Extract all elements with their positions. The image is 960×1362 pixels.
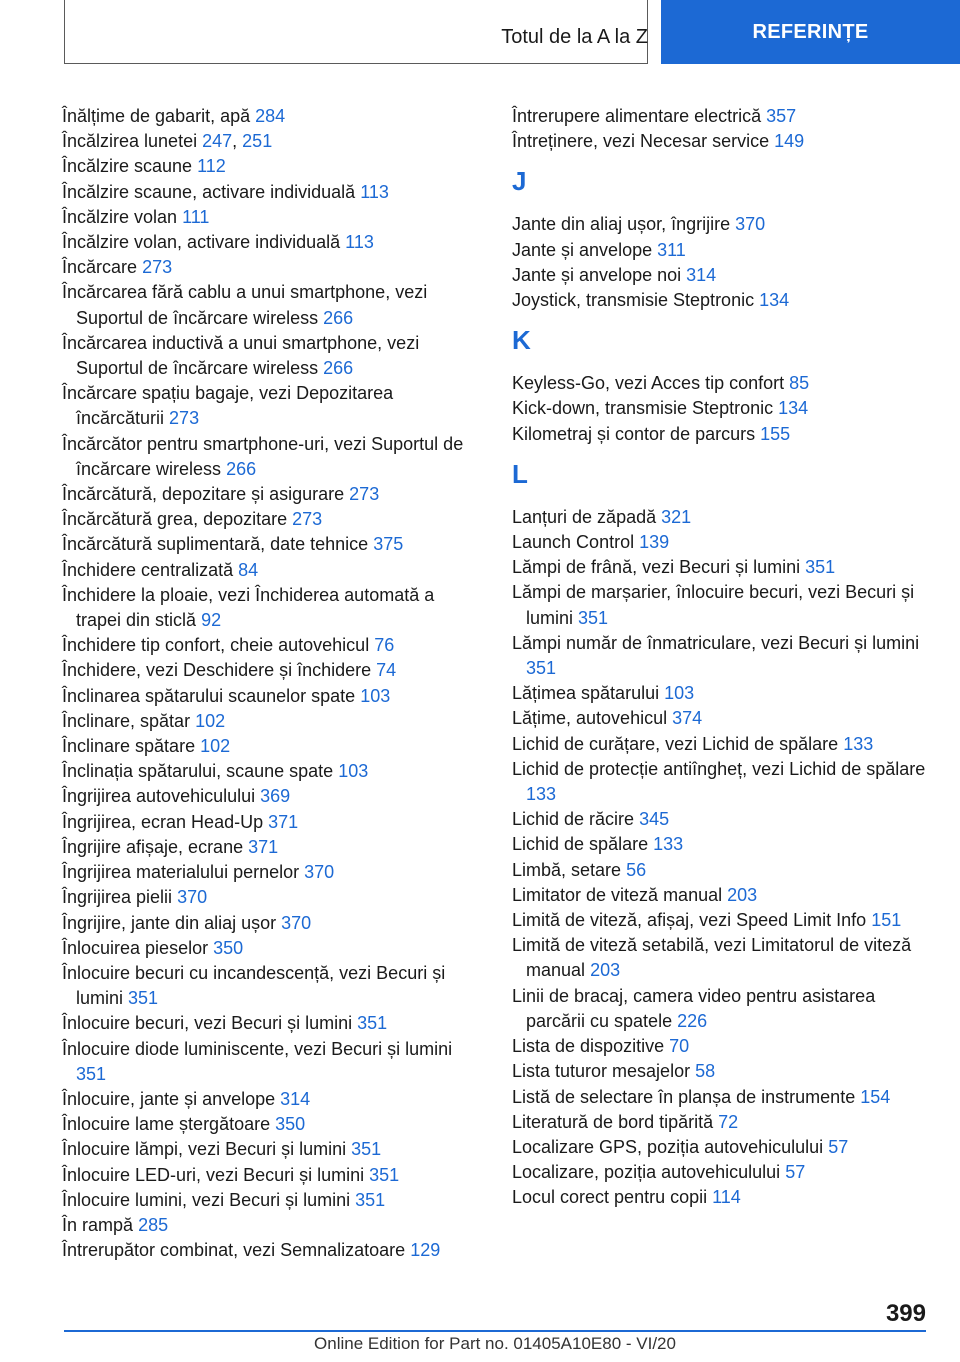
index-letter-heading: L [512,458,528,489]
page-link[interactable]: 84 [238,559,259,580]
page-link[interactable]: 371 [268,811,299,832]
index-entry [62,1087,482,1112]
index-entry-text: Lichid de răcire [512,809,635,830]
page-link[interactable]: 273 [142,257,173,278]
index-entry-text: Lista de dispozitive [512,1036,665,1057]
page-link[interactable]: 134 [759,290,790,311]
index-entry [512,1110,932,1135]
index-entry [512,908,932,933]
index-entry-text: Limită de viteză, afișaj, vezi Speed Limit Info [512,910,867,931]
index-entry-text: Încărcare [62,257,138,278]
page-link[interactable]: 57 [785,1162,806,1183]
index-entry [512,505,932,530]
index-entry-text: Lățimea spătarului [512,683,660,704]
page-link[interactable]: 351 [355,1189,386,1210]
index-entry [62,684,482,709]
index-entry-text: Jante și anvelope [512,239,653,260]
index-entry-text: Încălzirea lunetei [62,131,198,152]
index-entry: Încălzirea lunetei 247, 251 [62,131,273,152]
index-entry-text: Lichid de curățare, vezi Lichid de spălare [512,733,839,754]
index-entry [512,732,932,757]
index-entry [62,810,482,835]
index-entry-text: Limitator de viteză manual [512,884,723,905]
index-entry-text: Literatură de bord tipărită [512,1111,714,1132]
index-entry [62,633,482,658]
chapter-tab[interactable] [661,0,960,64]
index-entry [512,104,932,129]
index-entry-text: Încălzire volan [62,206,178,227]
index-entry [512,984,932,1034]
page-link[interactable]: 151 [871,910,902,931]
index-entry [512,555,932,580]
index-entry [62,1011,482,1036]
index-entry-text: Întreținere, vezi Necesar service [512,131,770,152]
index-entry [62,709,482,734]
index-entry [512,1135,932,1160]
page-link[interactable]: 370 [735,214,766,235]
index-entry-text: Înclinația spătarului, scaune spate [62,761,334,782]
index-entry [62,558,482,583]
index-entry [512,1160,932,1185]
index-entry [512,288,932,313]
index-entry-text: Limită de viteză setabilă, vezi Limitatorul de viteză manual [512,935,912,981]
index-entry-text: Lămpi număr de înmatriculare, vezi Becuri și lumini [512,632,920,653]
index-entry [62,482,482,507]
page-link[interactable]: 57 [828,1136,849,1157]
index-entry [512,883,932,908]
page-link[interactable]: 350 [275,1114,306,1135]
index-entry-text: Lățime, autovehicul [512,708,668,729]
footer-edition: Online Edition for Part no. 01405A10E80 - VI/20 [314,1334,676,1353]
page-link[interactable]: 133 [526,784,557,805]
index-entry-text: Înclinarea spătarului scaunelor spate [62,685,356,706]
page-link[interactable]: 251 [242,131,273,152]
index-entry [512,212,932,237]
page-link[interactable]: 311 [657,239,686,260]
page-link[interactable]: 103 [360,685,391,706]
index-entry [512,238,932,263]
page-link[interactable]: 103 [338,761,369,782]
index-entry [62,936,482,961]
page-link[interactable]: 266 [323,307,354,328]
index-entry-text: Joystick, transmisie Steptronic [512,290,755,311]
page-link[interactable]: 370 [177,887,208,908]
index-entry-text: Închidere, vezi Deschidere și închidere [62,660,372,681]
index-letter-heading: K [512,325,531,356]
index-entry [512,858,932,883]
index-entry-text: Lanțuri de zăpadă [512,506,657,527]
index-entry-text: Jante și anvelope noi [512,264,682,285]
index-entry [512,1185,932,1210]
index-entry [512,263,932,288]
index-entry-text: Încărcare spațiu bagaje, vezi Depozitarea încărcăturii [62,383,394,429]
index-entry [512,396,932,421]
index-entry [62,432,482,482]
page-link[interactable]: 351 [357,1013,388,1034]
index-entry-text: Îngrijirea pielii [62,887,173,908]
index-entry [512,422,932,447]
page-link[interactable]: 351 [578,607,609,628]
index-entry-text: Încălzire scaune [62,156,193,177]
index-entry-text: Încălzire volan, activare individuală [62,232,341,253]
page-link[interactable]: 273 [349,484,380,505]
index-entry-text: Înlocuire lumini, vezi Becuri și lumini [62,1189,351,1210]
index-entry [62,154,482,179]
page-link[interactable]: 113 [360,181,389,202]
index-entry [512,371,932,396]
index-entry [512,1059,932,1084]
index-entry [512,706,932,731]
index-entry-text: Înlocuire lămpi, vezi Becuri și lumini [62,1139,347,1160]
page-link[interactable]: 314 [280,1088,311,1109]
page-link[interactable]: 102 [195,710,226,731]
index-entry [512,530,932,555]
page-link[interactable]: 371 [248,836,279,857]
index-entry-text: Înlocuire, jante și anvelope [62,1088,276,1109]
index-entry [62,583,482,633]
index-entry [62,280,482,330]
index-entry-text: Închidere la ploaie, vezi Închiderea automată a trapei din sticlă [62,584,435,631]
page-link[interactable]: 203 [727,884,758,905]
index-entry [62,532,482,557]
index-entry-text: Lămpi de frână, vezi Becuri și lumini [512,557,801,578]
index-entry [62,835,482,860]
index-entry [512,129,932,154]
page-link[interactable]: 113 [345,232,374,253]
index-entry-text: Launch Control [512,532,635,553]
page-link[interactable]: 370 [304,862,335,883]
index-entry [62,381,482,431]
page-link[interactable]: 149 [774,131,805,152]
page-link[interactable]: 85 [789,373,810,394]
index-entry-text: Îngrijire afișaje, ecrane [62,836,244,857]
page-link[interactable]: 350 [213,937,244,958]
index-entry [62,658,482,683]
page-link[interactable]: 266 [226,458,257,479]
page-link[interactable]: 247 [202,131,233,152]
page-link[interactable]: 273 [292,509,323,530]
index-entry-text: Înlocuire LED-uri, vezi Becuri și lumini [62,1164,365,1185]
index-entry-text: Întrerupător combinat, vezi Semnalizatoare [62,1240,406,1261]
page-link[interactable]: 351 [351,1139,382,1160]
index-entry-text: Lista tuturor mesajelor [512,1061,691,1082]
page-link[interactable]: 139 [639,532,670,553]
page-link[interactable]: 351 [76,1063,107,1084]
index-entry [62,911,482,936]
index-entry [62,205,482,230]
page-link[interactable]: 321 [661,506,692,527]
index-entry [62,1238,482,1263]
index-entry-text: Încărcarea inductivă a unui smartphone, vezi Suportul de încărcare wireless [62,332,420,379]
index-entry-text: Înlocuirea pieselor [62,937,209,958]
index-entry-text: Îngrijirea materialului pernelor [62,862,300,883]
page-link[interactable]: 111 [182,206,210,227]
index-entry-text: Înlocuire becuri cu incandescență, vezi Becuri și lumini [62,962,446,1009]
index-entry-text: Înlocuire diode luminiscente, vezi Becuri și lumini [62,1038,453,1059]
index-entry [62,180,482,205]
page-link[interactable]: 203 [590,960,621,981]
index-entry [512,631,932,681]
index-entry-text: Încărcarea fără cablu a unui smartphone, vezi Suportul de încărcare wireless [62,282,428,328]
index-entry [512,1034,932,1059]
index-entry-text: Jante din aliaj ușor, îngrijire [512,214,731,235]
index-entry [62,1037,482,1087]
chapter-label: REFERINȚE [752,20,869,43]
page-number: 399 [885,1300,926,1327]
section-title: Totul de la A la Z [501,26,648,48]
index-entry-text: Linii de bracaj, camera video pentru asistarea parcării cu spatele [512,985,876,1031]
page-link[interactable]: 76 [374,635,395,656]
page-link[interactable]: 370 [281,912,312,933]
page-link[interactable]: 154 [860,1086,891,1107]
index-entry-text: Încărcătură grea, depozitare [62,509,288,530]
page-link[interactable]: 266 [323,358,354,379]
index-entry-text: Încărcătură, depozitare și asigurare [62,484,345,505]
index-entry-text: Localizare, poziția autovehiculului [512,1162,781,1183]
index-entry-text: Kilometraj și contor de parcurs [512,423,756,444]
index-entry-text: Lămpi de marșarier, înlocuire becuri, vezi Becuri și lumini [512,582,915,628]
index-entry-text: Localizare GPS, poziția autovehiculului [512,1136,824,1157]
index-entry-text: Îngrijirea autovehiculului [62,786,256,807]
page-link[interactable]: 72 [718,1111,739,1132]
index-entry-text: Lichid de spălare [512,834,649,855]
index-entry [62,860,482,885]
index-entry-text: Locul corect pentru copii [512,1187,708,1208]
index-letter-heading: J [512,166,527,197]
page-link[interactable]: 92 [201,610,222,631]
index-entry-text: Înlocuire becuri, vezi Becuri și lumini [62,1013,353,1034]
page-link[interactable]: 134 [778,398,809,419]
index-entry-text: Keyless-Go, vezi Acces tip confort [512,373,785,394]
index-entry [62,961,482,1011]
page-link[interactable]: 103 [664,683,695,704]
index-column-right [512,104,932,1211]
page-link[interactable]: 285 [138,1214,169,1235]
index-entry [62,331,482,381]
index-entry-text: Limbă, setare [512,859,622,880]
footer-divider [64,1330,926,1332]
index-entry [512,832,932,857]
page-link[interactable]: 351 [128,988,159,1009]
page-link[interactable]: 129 [410,1240,441,1261]
page-link[interactable]: 273 [169,408,200,429]
index-entry-text: Îngrijirea, ecran Head-Up [62,811,264,832]
index-entry-text: Întrerupere alimentare electrică [512,106,762,126]
page-link[interactable]: 133 [843,733,874,754]
index-entry [62,1163,482,1188]
index-entry [62,104,482,129]
index-entry [62,784,482,809]
page-link[interactable]: 155 [760,423,791,444]
index-entry [62,1112,482,1137]
page-link[interactable]: 58 [695,1061,716,1082]
page-link[interactable]: 374 [672,708,703,729]
index-entry-text: Kick-down, transmisie Steptronic [512,398,774,419]
page-link[interactable]: 351 [805,557,836,578]
index-entry [62,1213,482,1238]
index-entry [62,759,482,784]
index-entry-text: Înlocuire lame ștergătoare [62,1114,271,1135]
index-entry [62,1137,482,1162]
index-entry [62,255,482,280]
index-entry [62,885,482,910]
page-link[interactable]: 102 [200,736,231,757]
page-link[interactable]: 314 [686,264,717,285]
page-link[interactable]: 351 [526,658,557,679]
page-link[interactable]: 351 [369,1164,400,1185]
index-entry-text: Închidere centralizată [62,559,234,580]
index-entry-text: Înclinare, spătar [62,710,191,731]
index-entry-text: Înclinare spătare [62,736,196,757]
page-link[interactable]: 114 [712,1187,741,1208]
index-entry [512,933,932,983]
index-entry-text: Înălțime de gabarit, apă [62,106,251,126]
page-link[interactable]: 56 [626,859,647,880]
index-entry [512,580,932,630]
page-link[interactable]: 133 [653,834,684,855]
index-entry-text: Îngrijire, jante din aliaj ușor [62,912,277,933]
index-entry-text: Lichid de protecție antiîngheț, vezi Lichid de spălare [512,758,926,779]
index-entry [512,1085,932,1110]
index-entry-text: Încărcătură suplimentară, date tehnice [62,534,369,555]
index-entry-text: Încălzire scaune, activare individuală [62,181,356,202]
index-entry [62,1188,482,1213]
index-entry-text: În rampă [62,1214,134,1235]
index-entry [512,681,932,706]
page-link[interactable]: 375 [373,534,404,555]
page-link[interactable]: 369 [260,786,291,807]
index-entry [62,230,482,255]
page-link[interactable]: 112 [197,156,226,177]
index-entry-text: Închidere tip confort, cheie autovehicul [62,635,370,656]
page-link[interactable]: 284 [255,106,286,126]
index-entry-text: Încărcător pentru smartphone-uri, vezi Suportul de încărcare wireless [62,433,464,479]
index-entry [62,734,482,759]
index-entry [62,507,482,532]
page-link[interactable]: 226 [677,1010,708,1031]
index-column-left [62,104,482,1263]
page-link[interactable]: 345 [639,809,670,830]
page-link[interactable]: 70 [669,1036,690,1057]
index-entry [512,807,932,832]
page-link[interactable]: 74 [376,660,397,681]
index-entry [512,757,932,807]
page-link[interactable]: 357 [766,106,797,126]
index-entry-text: Listă de selectare în planșa de instrumente [512,1086,856,1107]
